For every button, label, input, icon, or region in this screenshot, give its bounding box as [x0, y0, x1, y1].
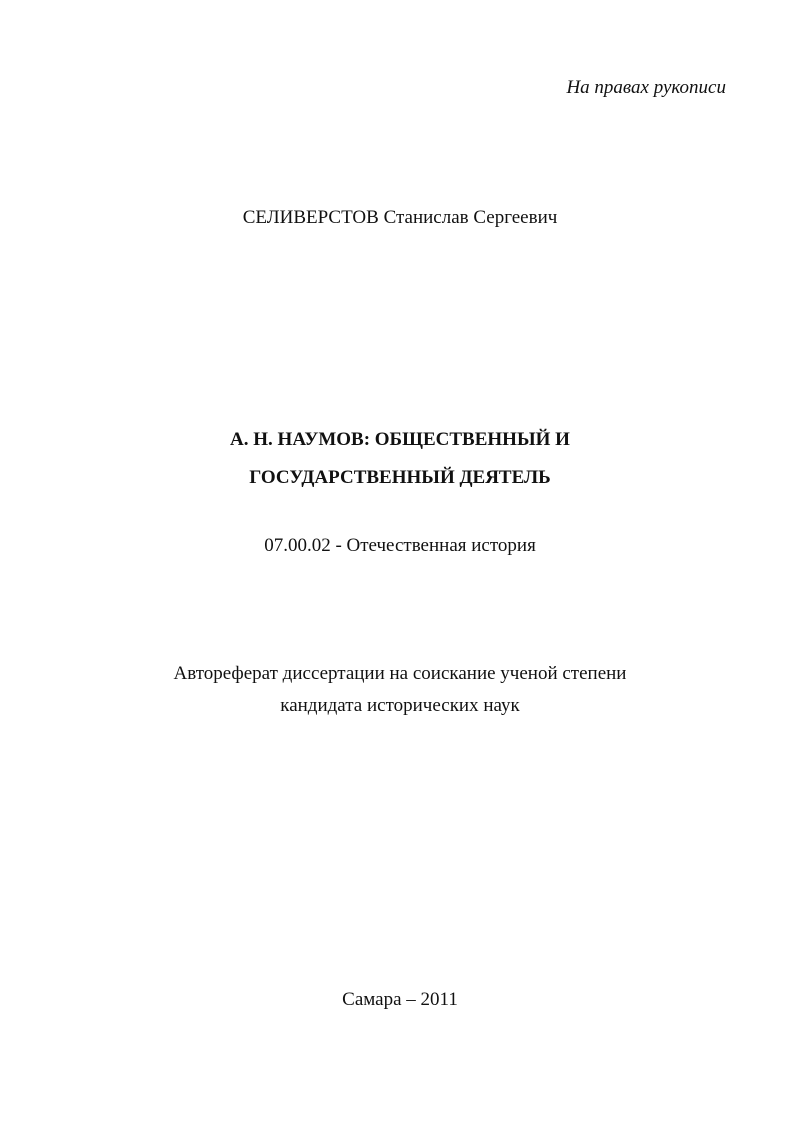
abstract-line-1: Автореферат диссертации на соискание ученой степени [173, 663, 627, 684]
manuscript-rights-note: На правах рукописи [566, 77, 726, 98]
specialty-code: 07.00.02 - Отечественная история [264, 535, 536, 556]
place-and-year: Самара – 2011 [342, 989, 458, 1010]
title-line-1: А. Н. НАУМОВ: ОБЩЕСТВЕННЫЙ И [230, 429, 570, 450]
author-name: СЕЛИВЕРСТОВ Станислав Сергеевич [242, 207, 558, 228]
title-line-2: ГОСУДАРСТВЕННЫЙ ДЕЯТЕЛЬ [249, 467, 551, 488]
abstract-line-2: кандидата исторических наук [280, 695, 520, 716]
